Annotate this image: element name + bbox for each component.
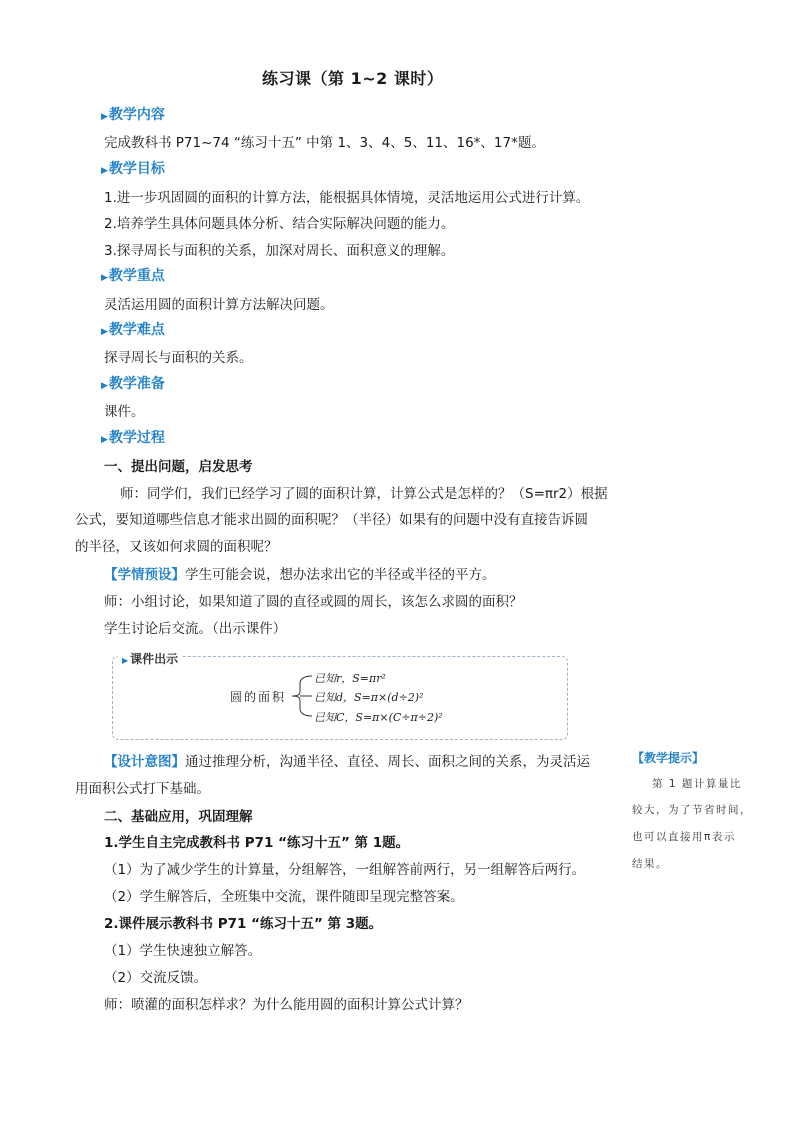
part2-item-2a: （1）学生快速独立解答。: [104, 943, 262, 959]
part2-item-2b: （2）交流反馈。: [104, 970, 208, 986]
courseware-brace: [290, 672, 316, 720]
part1-paragraph-2: 师：小组讨论，如果知道了圆的直径或圆的周长，该怎么求圆的面积？: [104, 594, 523, 610]
goal-2: 2.培养学生具体问题具体分析、结合实际解决问题的能力。: [104, 216, 455, 232]
courseware-root: 圆的面积: [230, 690, 287, 704]
part2-item-1b: （2）学生解答后，全班集中交流，课件随即呈现完整答案。: [104, 889, 464, 905]
part1-paragraph-line3: 的半径，又该如何求圆的面积呢？: [75, 539, 278, 555]
sidebar-tip-line4: 结果。: [632, 858, 668, 870]
student-prediction: 【学情预设】学生可能会说，想办法求出它的半径或半径的平方。: [104, 567, 496, 583]
part1-heading: 一、提出问题，启发思考: [104, 459, 253, 475]
part2-question: 师：喷灌的面积怎样求？为什么能用圆的面积计算公式计算？: [104, 997, 469, 1013]
prep-text: 课件。: [104, 404, 145, 420]
part2-heading: 二、基础应用，巩固理解: [104, 809, 253, 825]
content-text: 完成教科书 P71~74 “练习十五” 中第 1、3、4、5、11、16*、17*题。: [104, 135, 545, 151]
triangle-icon: ▶: [101, 435, 108, 445]
sidebar-tip-line1: 第 1 题计算量比: [652, 778, 742, 790]
part1-paragraph-3: 学生讨论后交流。（出示课件）: [104, 621, 287, 637]
part2-item-1: 1.学生自主完成教科书 P71 “练习十五” 第 1题。: [104, 835, 410, 851]
design-intent-line2: 用面积公式打下基础。: [75, 781, 210, 797]
triangle-icon: ▶: [122, 656, 129, 665]
design-intent-line1: 【设计意图】通过推理分析，沟通半径、直径、周长、面积之间的关系，为灵活运: [104, 754, 590, 770]
section-heading-content: ▶教学内容: [101, 107, 165, 123]
part1-paragraph-line2: 公式，要知道哪些信息才能求出圆的面积呢？（半径）如果有的问题中没有直接告诉圆: [75, 512, 588, 528]
goal-3: 3.探寻周长与面积的关系，加深对周长、面积意义的理解。: [104, 243, 455, 259]
triangle-icon: ▶: [101, 112, 108, 122]
tag-design-intent: 【设计意图】: [104, 754, 185, 770]
triangle-icon: ▶: [101, 273, 108, 283]
section-heading-focus: ▶教学重点: [101, 268, 165, 284]
courseware-branch-1: 已知r，S=πr²: [314, 672, 386, 685]
courseware-branch-3: 已知C，S=π×(C÷π÷2)²: [314, 711, 443, 724]
triangle-icon: ▶: [101, 327, 108, 337]
tag-student-prediction: 【学情预设】: [104, 567, 185, 583]
part2-item-1a: （1）为了减少学生的计算量，分组解答，一组解答前两行，另一组解答后两行。: [104, 862, 586, 878]
difficulty-text: 探寻周长与面积的关系。: [104, 350, 253, 366]
courseware-label: ▶ 课件出示: [118, 648, 182, 669]
section-heading-difficulty: ▶教学难点: [101, 322, 165, 338]
goal-1: 1.进一步巩固圆的面积的计算方法，能根据具体情境，灵活地运用公式进行计算。: [104, 190, 590, 206]
triangle-icon: ▶: [101, 166, 108, 176]
section-heading-process: ▶教学过程: [101, 430, 165, 446]
sidebar-tip-line2: 较大，为了节省时间，: [632, 804, 752, 816]
part2-item-2: 2.课件展示教科书 P71 “练习十五” 第 3题。: [104, 916, 383, 932]
section-heading-prep: ▶教学准备: [101, 376, 165, 392]
part1-paragraph-line1: 师：同学们，我们已经学习了圆的面积计算，计算公式是怎样的？（S=πr2）根据: [120, 486, 608, 502]
courseware-branch-2: 已知d，S=π×(d÷2)²: [314, 691, 424, 704]
sidebar-tip-line3: 也可以直接用π表示: [632, 831, 736, 843]
section-heading-goals: ▶教学目标: [101, 161, 165, 177]
sidebar-tip-title: 【教学提示】: [632, 751, 705, 765]
triangle-icon: ▶: [101, 381, 108, 391]
page-title: 练习课（第 1~2 课时）: [262, 69, 444, 88]
focus-text: 灵活运用圆的面积计算方法解决问题。: [104, 297, 334, 313]
